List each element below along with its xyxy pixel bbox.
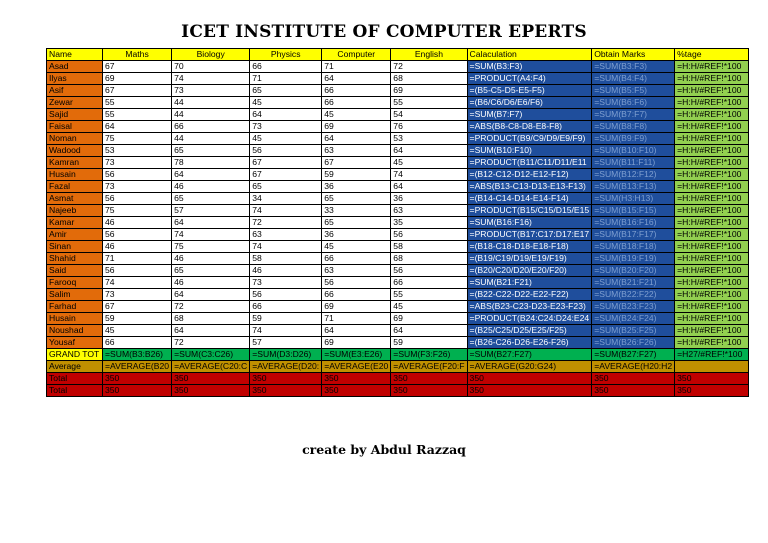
summary-obtain-cell[interactable]: =AVERAGE(H20:H2 (592, 361, 675, 373)
percentage-cell[interactable]: =H:H/#REF!*100 (675, 337, 749, 349)
calculation-cell[interactable]: =(B14-C14-D14-E14-F14) (467, 193, 592, 205)
mark-cell[interactable]: 56 (250, 289, 322, 301)
obtain-marks-cell[interactable]: =SUM(B22:F22) (592, 289, 675, 301)
student-row (47, 301, 749, 313)
summary-mark-cell[interactable]: 350 (250, 385, 322, 397)
summary-obtain-cell[interactable]: =SUM(B27:F27) (592, 349, 675, 361)
obtain-marks-cell[interactable]: =SUM(B6:F6) (592, 97, 675, 109)
mark-cell[interactable]: 56 (103, 193, 172, 205)
obtain-marks-cell[interactable]: =SUM(B13:F13) (592, 181, 675, 193)
mark-cell[interactable]: 73 (250, 277, 322, 289)
percentage-cell[interactable]: =H:H/#REF!*100 (675, 229, 749, 241)
mark-cell[interactable]: 73 (172, 85, 250, 97)
obtain-marks-cell[interactable]: =SUM(B20:F20) (592, 265, 675, 277)
mark-cell[interactable]: 63 (322, 265, 391, 277)
mark-cell[interactable]: 65 (172, 193, 250, 205)
percentage-cell[interactable]: =H:H/#REF!*100 (675, 97, 749, 109)
obtain-marks-cell[interactable]: =SUM(B9:F9) (592, 133, 675, 145)
mark-cell[interactable]: 66 (322, 289, 391, 301)
percentage-cell[interactable]: =H:H/#REF!*100 (675, 61, 749, 73)
student-row (47, 133, 749, 145)
mark-cell[interactable]: 44 (172, 97, 250, 109)
grand-total-row (47, 349, 749, 361)
mark-cell[interactable]: 73 (250, 121, 322, 133)
obtain-marks-cell[interactable]: =SUM(B7:F7) (592, 109, 675, 121)
name-cell[interactable]: Sinan (47, 241, 103, 253)
mark-cell[interactable]: 73 (103, 157, 172, 169)
author-credit: create by Abdul Razzaq (302, 442, 466, 457)
mark-cell[interactable]: 64 (391, 325, 467, 337)
obtain-marks-cell[interactable]: =SUM(B18:F18) (592, 241, 675, 253)
percentage-cell[interactable]: =H:H/#REF!*100 (675, 205, 749, 217)
summary-calculation-cell[interactable]: =AVERAGE(G20:G24) (467, 361, 592, 373)
column-header[interactable]: Computer (322, 49, 391, 61)
calculation-cell[interactable]: =ABS(B23-C23-D23-E23-F23) (467, 301, 592, 313)
mark-cell[interactable]: 45 (322, 241, 391, 253)
mark-cell[interactable]: 56 (391, 229, 467, 241)
mark-cell[interactable]: 64 (172, 217, 250, 229)
mark-cell[interactable]: 46 (172, 253, 250, 265)
mark-cell[interactable]: 69 (391, 85, 467, 97)
mark-cell[interactable]: 67 (103, 85, 172, 97)
summary-mark-cell[interactable]: 350 (391, 373, 467, 385)
percentage-cell[interactable]: =H:H/#REF!*100 (675, 217, 749, 229)
summary-percentage-cell[interactable]: =H27/#REF!*100 (675, 349, 749, 361)
mark-cell[interactable]: 73 (103, 289, 172, 301)
percentage-cell[interactable]: =H:H/#REF!*100 (675, 241, 749, 253)
mark-cell[interactable]: 76 (391, 121, 467, 133)
mark-cell[interactable]: 71 (103, 253, 172, 265)
student-row (47, 169, 749, 181)
summary-mark-cell[interactable]: =AVERAGE(C20:C (172, 361, 250, 373)
column-header[interactable]: English (391, 49, 467, 61)
student-row (47, 205, 749, 217)
summary-mark-cell[interactable]: 350 (103, 385, 172, 397)
mark-cell[interactable]: 72 (250, 217, 322, 229)
student-row (47, 241, 749, 253)
student-row (47, 181, 749, 193)
percentage-cell[interactable]: =H:H/#REF!*100 (675, 181, 749, 193)
name-cell[interactable]: Said (47, 265, 103, 277)
mark-cell[interactable]: 55 (391, 289, 467, 301)
percentage-cell[interactable]: =H:H/#REF!*100 (675, 133, 749, 145)
name-cell[interactable]: Husain (47, 169, 103, 181)
mark-cell[interactable]: 45 (322, 109, 391, 121)
mark-cell[interactable]: 69 (391, 313, 467, 325)
mark-cell[interactable]: 64 (172, 289, 250, 301)
total-row (47, 373, 749, 385)
mark-cell[interactable]: 65 (172, 145, 250, 157)
mark-cell[interactable]: 65 (322, 217, 391, 229)
mark-cell[interactable]: 57 (250, 337, 322, 349)
student-row (47, 289, 749, 301)
name-cell[interactable]: Asif (47, 85, 103, 97)
mark-cell[interactable]: 71 (322, 61, 391, 73)
student-row (47, 229, 749, 241)
mark-cell[interactable]: 64 (322, 325, 391, 337)
mark-cell[interactable]: 72 (172, 337, 250, 349)
mark-cell[interactable]: 56 (103, 169, 172, 181)
summary-mark-cell[interactable]: =SUM(F3:F26) (391, 349, 467, 361)
mark-cell[interactable]: 53 (103, 145, 172, 157)
obtain-marks-cell[interactable]: =SUM(B19:F19) (592, 253, 675, 265)
mark-cell[interactable]: 66 (322, 253, 391, 265)
obtain-marks-cell[interactable]: =SUM(B17:F17) (592, 229, 675, 241)
calculation-cell[interactable]: =(B26-C26-D26-E26-F26) (467, 337, 592, 349)
mark-cell[interactable]: 55 (391, 97, 467, 109)
calculation-cell[interactable]: =(B20/C20/D20/E20/F20) (467, 265, 592, 277)
student-row (47, 61, 749, 73)
row-label-cell[interactable]: Total (47, 385, 103, 397)
mark-cell[interactable]: 63 (250, 229, 322, 241)
summary-mark-cell[interactable]: 350 (172, 385, 250, 397)
student-row (47, 313, 749, 325)
mark-cell[interactable]: 73 (103, 181, 172, 193)
student-row (47, 85, 749, 97)
calculation-cell[interactable]: =ABS(B8-C8-D8-E8-F8) (467, 121, 592, 133)
percentage-cell[interactable]: =H:H/#REF!*100 (675, 289, 749, 301)
obtain-marks-cell[interactable]: =SUM(B25:F25) (592, 325, 675, 337)
mark-cell[interactable]: 65 (250, 85, 322, 97)
row-label-cell[interactable]: Total (47, 373, 103, 385)
name-cell[interactable]: Sajid (47, 109, 103, 121)
mark-cell[interactable]: 57 (172, 205, 250, 217)
percentage-cell[interactable]: =H:H/#REF!*100 (675, 313, 749, 325)
mark-cell[interactable]: 36 (322, 229, 391, 241)
mark-cell[interactable]: 64 (391, 181, 467, 193)
obtain-marks-cell[interactable]: =SUM(H3:H13) (592, 193, 675, 205)
percentage-cell[interactable]: =H:H/#REF!*100 (675, 265, 749, 277)
mark-cell[interactable]: 66 (322, 97, 391, 109)
mark-cell[interactable]: 64 (103, 121, 172, 133)
student-row (47, 97, 749, 109)
mark-cell[interactable]: 74 (250, 325, 322, 337)
name-cell[interactable]: Amir (47, 229, 103, 241)
percentage-cell[interactable]: =H:H/#REF!*100 (675, 157, 749, 169)
mark-cell[interactable]: 56 (103, 265, 172, 277)
obtain-marks-cell[interactable]: =SUM(B5:F5) (592, 85, 675, 97)
student-row (47, 277, 749, 289)
mark-cell[interactable]: 59 (322, 169, 391, 181)
name-cell[interactable]: Najeeb (47, 205, 103, 217)
mark-cell[interactable]: 75 (172, 241, 250, 253)
column-header[interactable]: %tage (675, 49, 749, 61)
mark-cell[interactable]: 64 (172, 169, 250, 181)
mark-cell[interactable]: 59 (103, 313, 172, 325)
mark-cell[interactable]: 35 (391, 217, 467, 229)
mark-cell[interactable]: 56 (103, 229, 172, 241)
column-header[interactable]: Name (47, 49, 103, 61)
calculation-cell[interactable]: =SUM(B10:F10) (467, 145, 592, 157)
obtain-marks-cell[interactable]: =SUM(B26:F26) (592, 337, 675, 349)
mark-cell[interactable]: 46 (250, 265, 322, 277)
calculation-cell[interactable]: =SUM(B16:F16) (467, 217, 592, 229)
mark-cell[interactable]: 65 (250, 181, 322, 193)
summary-percentage-cell[interactable] (675, 361, 749, 373)
student-row (47, 109, 749, 121)
mark-cell[interactable]: 56 (322, 277, 391, 289)
header-row (47, 49, 749, 61)
percentage-cell[interactable]: =H:H/#REF!*100 (675, 85, 749, 97)
summary-mark-cell[interactable]: =SUM(D3:D26) (250, 349, 322, 361)
summary-mark-cell[interactable]: =AVERAGE(B20 (103, 361, 172, 373)
summary-percentage-cell[interactable]: 350 (675, 373, 749, 385)
mark-cell[interactable]: 56 (250, 145, 322, 157)
mark-cell[interactable]: 69 (322, 301, 391, 313)
student-row (47, 157, 749, 169)
name-cell[interactable]: Kamran (47, 157, 103, 169)
mark-cell[interactable]: 67 (322, 157, 391, 169)
mark-cell[interactable]: 74 (103, 277, 172, 289)
mark-cell[interactable]: 68 (391, 253, 467, 265)
name-cell[interactable]: Faisal (47, 121, 103, 133)
name-cell[interactable]: Husain (47, 313, 103, 325)
mark-cell[interactable]: 65 (172, 265, 250, 277)
calculation-cell[interactable]: =(B12-C12-D12-E12-F12) (467, 169, 592, 181)
obtain-marks-cell[interactable]: =SUM(B21:F21) (592, 277, 675, 289)
mark-cell[interactable]: 55 (103, 109, 172, 121)
calculation-cell[interactable]: =ABS(B13-C13-D13-E13-F13) (467, 181, 592, 193)
student-row (47, 145, 749, 157)
mark-cell[interactable]: 72 (172, 301, 250, 313)
mark-cell[interactable]: 66 (172, 121, 250, 133)
mark-cell[interactable]: 44 (172, 133, 250, 145)
mark-cell[interactable]: 66 (250, 301, 322, 313)
obtain-marks-cell[interactable]: =SUM(B24:F24) (592, 313, 675, 325)
mark-cell[interactable]: 58 (250, 253, 322, 265)
mark-cell[interactable]: 78 (172, 157, 250, 169)
mark-cell[interactable]: 54 (391, 109, 467, 121)
mark-cell[interactable]: 46 (103, 241, 172, 253)
mark-cell[interactable]: 67 (103, 61, 172, 73)
mark-cell[interactable]: 69 (322, 337, 391, 349)
mark-cell[interactable]: 36 (391, 193, 467, 205)
name-cell[interactable]: Farooq (47, 277, 103, 289)
name-cell[interactable]: Salim (47, 289, 103, 301)
summary-obtain-cell[interactable]: 350 (592, 385, 675, 397)
name-cell[interactable]: Noushad (47, 325, 103, 337)
summary-calculation-cell[interactable]: 350 (467, 385, 592, 397)
column-header[interactable]: Calaculation (467, 49, 592, 61)
row-label-cell[interactable]: Average (47, 361, 103, 373)
calculation-cell[interactable]: =SUM(B7:F7) (467, 109, 592, 121)
mark-cell[interactable]: 71 (250, 73, 322, 85)
name-cell[interactable]: Wadood (47, 145, 103, 157)
percentage-cell[interactable]: =H:H/#REF!*100 (675, 169, 749, 181)
mark-cell[interactable]: 68 (172, 313, 250, 325)
mark-cell[interactable]: 45 (250, 133, 322, 145)
name-cell[interactable]: Shahid (47, 253, 103, 265)
name-cell[interactable]: Farhad (47, 301, 103, 313)
mark-cell[interactable]: 64 (322, 133, 391, 145)
mark-cell[interactable]: 34 (250, 193, 322, 205)
sheet-title: ICET INSTITUTE OF COMPUTER EPERTS (181, 22, 587, 42)
mark-cell[interactable]: 58 (391, 241, 467, 253)
mark-cell[interactable]: 33 (322, 205, 391, 217)
mark-cell[interactable]: 74 (250, 205, 322, 217)
mark-cell[interactable]: 74 (250, 241, 322, 253)
obtain-marks-cell[interactable]: =SUM(B8:F8) (592, 121, 675, 133)
mark-cell[interactable]: 70 (172, 61, 250, 73)
summary-mark-cell[interactable]: 350 (391, 385, 467, 397)
mark-cell[interactable]: 63 (322, 145, 391, 157)
calculation-cell[interactable]: =PRODUCT(B11/C11/D11/E11 (467, 157, 592, 169)
obtain-marks-cell[interactable]: =SUM(B3:F3) (592, 61, 675, 73)
calculation-cell[interactable]: =(B19/C19/D19/E19/F19) (467, 253, 592, 265)
mark-cell[interactable]: 66 (250, 61, 322, 73)
summary-mark-cell[interactable]: 350 (250, 373, 322, 385)
calculation-cell[interactable]: =PRODUCT(B15/C15/D15/E15 (467, 205, 592, 217)
mark-cell[interactable]: 46 (103, 217, 172, 229)
calculation-cell[interactable]: =SUM(B21:F21) (467, 277, 592, 289)
name-cell[interactable]: Noman (47, 133, 103, 145)
obtain-marks-cell[interactable]: =SUM(B15:F15) (592, 205, 675, 217)
obtain-marks-cell[interactable]: =SUM(B16:F16) (592, 217, 675, 229)
mark-cell[interactable]: 46 (172, 181, 250, 193)
obtain-marks-cell[interactable]: =SUM(B11:F11) (592, 157, 675, 169)
mark-cell[interactable]: 64 (172, 325, 250, 337)
student-row (47, 325, 749, 337)
percentage-cell[interactable]: =H:H/#REF!*100 (675, 253, 749, 265)
marks-spreadsheet (46, 48, 749, 397)
column-header[interactable]: Biology (172, 49, 250, 61)
student-row (47, 217, 749, 229)
student-row (47, 121, 749, 133)
calculation-cell[interactable]: =(B6/C6/D6/E6/F6) (467, 97, 592, 109)
column-header[interactable]: Obtain Marks (592, 49, 675, 61)
mark-cell[interactable]: 66 (391, 277, 467, 289)
mark-cell[interactable]: 72 (391, 61, 467, 73)
average-row (47, 361, 749, 373)
obtain-marks-cell[interactable]: =SUM(B12:F12) (592, 169, 675, 181)
mark-cell[interactable]: 67 (250, 157, 322, 169)
mark-cell[interactable]: 68 (391, 73, 467, 85)
student-row (47, 265, 749, 277)
obtain-marks-cell[interactable]: =SUM(B4:F4) (592, 73, 675, 85)
summary-mark-cell[interactable]: =AVERAGE(E20 (322, 361, 391, 373)
mark-cell[interactable]: 46 (172, 277, 250, 289)
student-row (47, 73, 749, 85)
summary-calculation-cell[interactable]: 350 (467, 373, 592, 385)
mark-cell[interactable]: 64 (391, 145, 467, 157)
percentage-cell[interactable]: =H:H/#REF!*100 (675, 73, 749, 85)
student-row (47, 193, 749, 205)
mark-cell[interactable]: 74 (391, 169, 467, 181)
mark-cell[interactable]: 67 (250, 169, 322, 181)
calculation-cell[interactable]: =(B5-C5-D5-E5-F5) (467, 85, 592, 97)
percentage-cell[interactable]: =H:H/#REF!*100 (675, 301, 749, 313)
mark-cell[interactable]: 65 (322, 193, 391, 205)
summary-calculation-cell[interactable]: =SUM(B27:F27) (467, 349, 592, 361)
mark-cell[interactable]: 45 (391, 157, 467, 169)
mark-cell[interactable]: 59 (391, 337, 467, 349)
total-row (47, 385, 749, 397)
calculation-cell[interactable]: =(B25/C25/D25/E25/F25) (467, 325, 592, 337)
name-cell[interactable]: Yousaf (47, 337, 103, 349)
obtain-marks-cell[interactable]: =SUM(B23:F23) (592, 301, 675, 313)
calculation-cell[interactable]: =PRODUCT(B24:C24:D24:E24 (467, 313, 592, 325)
percentage-cell[interactable]: =H:H/#REF!*100 (675, 109, 749, 121)
mark-cell[interactable]: 56 (391, 265, 467, 277)
name-cell[interactable]: Asad (47, 61, 103, 73)
summary-mark-cell[interactable]: 350 (172, 373, 250, 385)
mark-cell[interactable]: 45 (391, 301, 467, 313)
summary-mark-cell[interactable]: =AVERAGE(D20: (250, 361, 322, 373)
student-row (47, 253, 749, 265)
mark-cell[interactable]: 69 (322, 121, 391, 133)
column-header[interactable]: Physics (250, 49, 322, 61)
mark-cell[interactable]: 45 (250, 97, 322, 109)
summary-percentage-cell[interactable]: 350 (675, 385, 749, 397)
mark-cell[interactable]: 66 (322, 85, 391, 97)
mark-cell[interactable]: 74 (172, 73, 250, 85)
mark-cell[interactable]: 69 (103, 73, 172, 85)
summary-mark-cell[interactable]: =AVERAGE(F20:F (391, 361, 467, 373)
mark-cell[interactable]: 71 (322, 313, 391, 325)
mark-cell[interactable]: 55 (103, 97, 172, 109)
name-cell[interactable]: Ilyas (47, 73, 103, 85)
mark-cell[interactable]: 36 (322, 181, 391, 193)
summary-mark-cell[interactable]: =SUM(E3:E26) (322, 349, 391, 361)
summary-obtain-cell[interactable]: 350 (592, 373, 675, 385)
name-cell[interactable]: Fazal (47, 181, 103, 193)
name-cell[interactable]: Zewar (47, 97, 103, 109)
mark-cell[interactable]: 45 (103, 325, 172, 337)
summary-mark-cell[interactable]: 350 (322, 373, 391, 385)
percentage-cell[interactable]: =H:H/#REF!*100 (675, 121, 749, 133)
summary-mark-cell[interactable]: =SUM(C3:C26) (172, 349, 250, 361)
mark-cell[interactable]: 75 (103, 133, 172, 145)
percentage-cell[interactable]: =H:H/#REF!*100 (675, 193, 749, 205)
row-label-cell[interactable]: GRAND TOT (47, 349, 103, 361)
obtain-marks-cell[interactable]: =SUM(B10:F10) (592, 145, 675, 157)
mark-cell[interactable]: 53 (391, 133, 467, 145)
summary-mark-cell[interactable]: =SUM(B3:B26) (103, 349, 172, 361)
percentage-cell[interactable]: =H:H/#REF!*100 (675, 145, 749, 157)
calculation-cell[interactable]: =(B18-C18-D18-E18-F18) (467, 241, 592, 253)
percentage-cell[interactable]: =H:H/#REF!*100 (675, 325, 749, 337)
name-cell[interactable]: Asmat (47, 193, 103, 205)
mark-cell[interactable]: 74 (172, 229, 250, 241)
summary-mark-cell[interactable]: 350 (103, 373, 172, 385)
mark-cell[interactable]: 75 (103, 205, 172, 217)
student-row (47, 337, 749, 349)
summary-mark-cell[interactable]: 350 (322, 385, 391, 397)
mark-cell[interactable]: 64 (250, 109, 322, 121)
calculation-cell[interactable]: =SUM(B3:F3) (467, 61, 592, 73)
calculation-cell[interactable]: =PRODUCT(B9/C9/D9/E9/F9) (467, 133, 592, 145)
calculation-cell[interactable]: =(B22-C22-D22-E22-F22) (467, 289, 592, 301)
mark-cell[interactable]: 64 (322, 73, 391, 85)
mark-cell[interactable]: 63 (391, 205, 467, 217)
mark-cell[interactable]: 59 (250, 313, 322, 325)
name-cell[interactable]: Kamar (47, 217, 103, 229)
mark-cell[interactable]: 44 (172, 109, 250, 121)
column-header[interactable]: Maths (103, 49, 172, 61)
calculation-cell[interactable]: =PRODUCT(B17:C17:D17:E17 (467, 229, 592, 241)
percentage-cell[interactable]: =H:H/#REF!*100 (675, 277, 749, 289)
calculation-cell[interactable]: =PRODUCT(A4:F4) (467, 73, 592, 85)
mark-cell[interactable]: 67 (103, 301, 172, 313)
mark-cell[interactable]: 66 (103, 337, 172, 349)
